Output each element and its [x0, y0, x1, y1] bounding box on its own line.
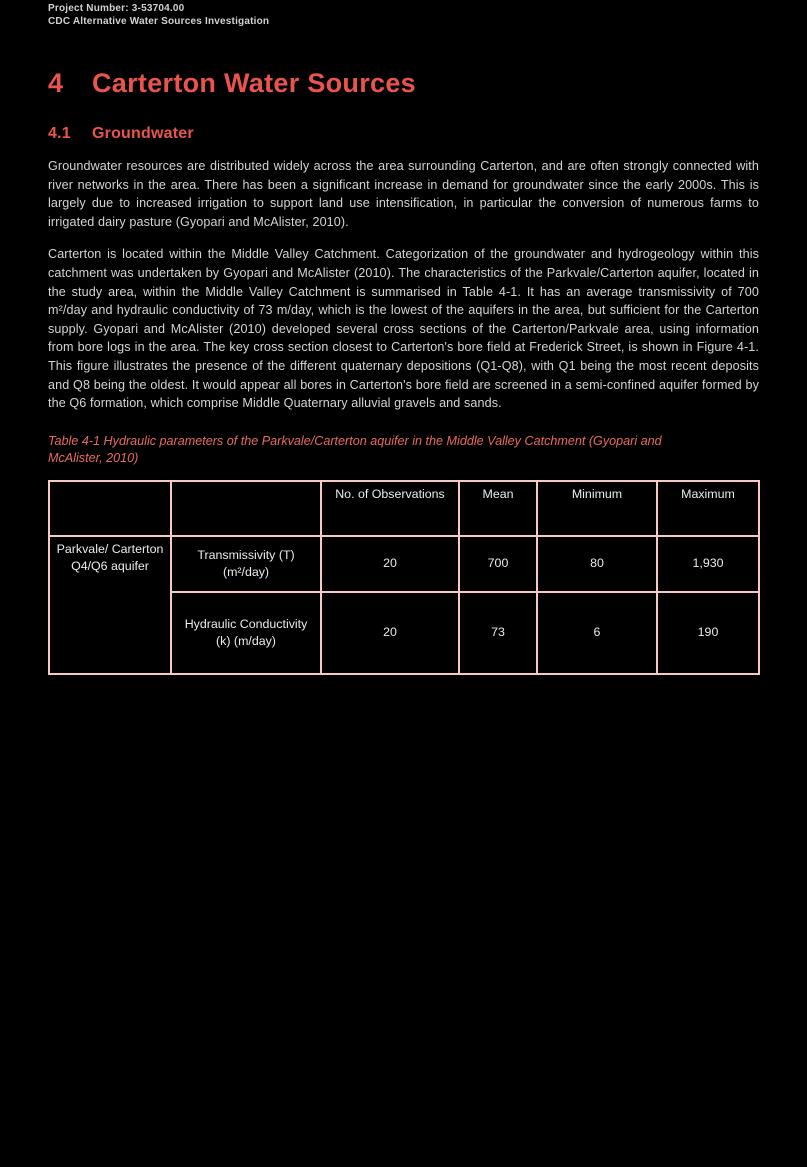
cell-minimum: 6 [537, 592, 657, 674]
cell-mean: 73 [459, 592, 537, 674]
header-cell-empty-2 [171, 481, 321, 536]
header-cell-empty-1 [49, 481, 171, 536]
paragraph-groundwater-intro: Groundwater resources are distributed widely across the area surrounding Carterton, and are often strongly connected with river networks in the area. There has been a significant increase in demand for groundwater since the early 2000s. This is largely due to increased irrigation to support land use intensification, in particular the conversion of numerous farms to irrigated dairy pasture (Gyopari and McAlister, 2010). [48, 159, 759, 229]
cell-parameter-transmissivity: Transmissivity (T) (m²/day) [171, 536, 321, 592]
header-cell-mean: Mean [459, 481, 537, 536]
paragraph-catchment-detail: Carterton is located within the Middle Valley Catchment. Categorization of the groundwater and hydrogeology within this catchment was undertaken by Gyopari and McAlister (2010). The characteristics of the Parkvale/Carterton aquifer, located in the study area, within the Middle Valley Catchment is summarised in Table 4-1. It has an average transmissivity of 700 m²/day and hydraulic conductivity of 73 m/day, which is the lowest of the aquifers in the area, but sufficient for the Carterton supply. Gyopari and McAlister (2010) developed several cross sections of the Carterton/Parkvale area, using information from bore logs in the area. The key cross section closest to Carterton's bore field at Frederick Street, is shown in Figure 4-1. This figure illustrates the presence of the different quaternary depositions (Q1-Q8), with Q1 being the most recent deposits and Q8 being the oldest. It would appear all bores in Carterton's bore field are screened in a semi-confined aquifer formed by the Q6 formation, which comprise Middle Quaternary alluvial gravels and sands. [48, 247, 759, 411]
subsection-title: Groundwater [92, 125, 194, 142]
header-cell-minimum: Minimum [537, 481, 657, 536]
header-cell-maximum: Maximum [657, 481, 759, 536]
subsection-number: 4.1 [48, 125, 71, 142]
hydraulic-parameters-table [48, 480, 760, 675]
report-title: CDC Alternative Water Sources Investigation [48, 16, 270, 27]
cell-minimum: 80 [537, 536, 657, 592]
subsection-heading [48, 125, 759, 143]
cell-observations: 20 [321, 592, 459, 674]
row-group-aquifer: Parkvale/ Carterton Q4/Q6 aquifer [49, 536, 171, 674]
table-caption: Table 4-1 Hydraulic parameters of the Parkvale/Carterton aquifer in the Middle Valley Catchment (Gyopari and McAlister, 2010) [48, 433, 662, 466]
page-header [48, 2, 759, 28]
cell-parameter-conductivity: Hydraulic Conductivity (k) (m/day) [171, 592, 321, 674]
cell-observations: 20 [321, 536, 459, 592]
project-number: Project Number: 3-53704.00 [48, 3, 185, 14]
section-title: Carterton Water Sources [92, 68, 416, 98]
table-header-row [49, 481, 759, 536]
cell-maximum: 1,930 [657, 536, 759, 592]
cell-mean: 700 [459, 536, 537, 592]
section-heading [48, 68, 759, 99]
header-cell-observations: No. of Observations [321, 481, 459, 536]
table-row [49, 536, 759, 592]
section-number: 4 [48, 68, 64, 98]
cell-maximum: 190 [657, 592, 759, 674]
